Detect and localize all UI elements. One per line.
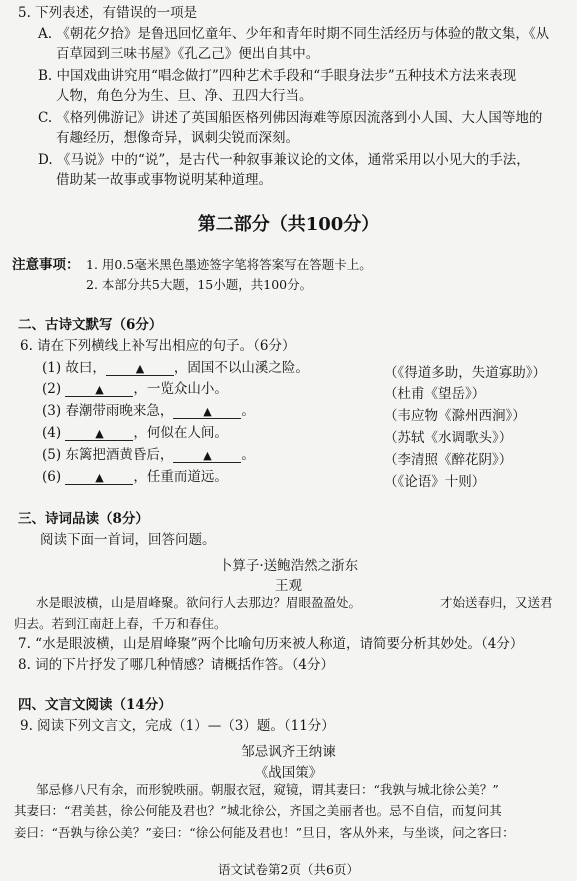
q6-item-6: (6) ▲ ，任重而道远。: [42, 469, 228, 485]
answer-blank[interactable]: ▲: [65, 428, 133, 441]
q6-item-2: (2) ▲ ，一览众山小。: [42, 381, 228, 397]
q6-source-6: （《论语》十则）: [384, 474, 486, 490]
q6-item-5: (5) 东篱把酒黄昏后， ▲ 。: [42, 447, 255, 463]
answer-blank[interactable]: ▲: [106, 363, 174, 376]
q5-option-d-line1: D. 《马说》中的“说”，是古代一种叙事兼议论的文体，通常采用以小见大的手法，: [38, 152, 530, 168]
sec2-heading: 二、古诗文默写（6分）: [18, 317, 163, 333]
text-paragraph-line-1: 邹忌修八尺有余，而形貌昳丽。朝服衣冠，窥镜，谓其妻曰：“我孰与城北徐公美？”: [36, 782, 499, 797]
text-paragraph-line-2: 其妻曰：“君美甚，徐公何能及君也？”城北徐公，齐国之美丽者也。忌不自信，而复问其: [14, 803, 502, 818]
sec3-intro: 阅读下面一首词，回答问题。: [40, 532, 216, 548]
notice-label: 注意事项：: [12, 257, 80, 273]
q5-option-d-line2: 借助某一故事或事物说明某种道理。: [56, 172, 272, 188]
sec4-heading: 四、文言文阅读（14分）: [18, 697, 172, 713]
q6-item-1: (1) 故曰， ▲ ，固国不以山溪之险。: [42, 360, 309, 376]
q9-stem: 9. 阅读下列文言文，完成（1）—（3）题。（11分）: [20, 718, 335, 734]
q5-option-c-line1: C. 《格列佛游记》讲述了英国船医格列佛因海难等原因流落到小人国、大人国等地的: [38, 110, 543, 126]
text-title: 邹忌讽齐王纳谏: [241, 744, 336, 760]
answer-blank[interactable]: ▲: [65, 384, 133, 397]
q6-item-3: (3) 春潮带雨晚来急， ▲ 。: [42, 403, 255, 419]
notice-1: 1. 用0.5毫米黑色墨迹签字笔将答案写在答题卡上。: [86, 257, 372, 272]
q6-source-3: （韦应物《滁州西涧》）: [384, 408, 526, 424]
answer-blank[interactable]: ▲: [173, 450, 241, 463]
q5-stem: 5. 下列表述，有错误的一项是: [18, 5, 198, 21]
q8: 8. 词的下片抒发了哪几种情感？请概括作答。（4分）: [18, 657, 335, 673]
part2-title: 第二部分（共100分）: [197, 214, 380, 235]
q5-option-c-line2: 有趣经历，想像奇异，讽刺尖锐而深刻。: [56, 130, 299, 146]
text-source: 《战国策》: [254, 765, 323, 781]
q6-item-4: (4) ▲ ，何似在人间。: [42, 425, 228, 441]
q5-option-b-line1: B. 中国戏曲讲究用“唱念做打”四种艺术手段和“手眼身法步”五种技术方法来表现: [38, 68, 517, 84]
poem-line-1b: 才始送春归，又送君: [440, 595, 553, 610]
q5-option-a-line1: A. 《朝花夕拾》是鲁迅回忆童年、少年和青年时期不同生活经历与体验的散文集，《从: [38, 26, 550, 42]
poem-author: 王观: [275, 578, 302, 594]
poem-title: 卜算子·送鲍浩然之浙东: [218, 558, 359, 574]
q6-stem: 6. 请在下列横线上补写出相应的句子。（6分）: [20, 338, 296, 354]
answer-blank[interactable]: ▲: [173, 406, 241, 419]
page-footer: 语文试卷第2页（共6页）: [218, 862, 359, 877]
answer-blank[interactable]: ▲: [65, 472, 133, 485]
sec3-heading: 三、诗词品读（8分）: [18, 511, 149, 527]
poem-line-2: 归去。若到江南赶上春，千万和春住。: [14, 616, 227, 631]
q5-option-a-line2: 百草园到三味书屋》《孔乙己》便出自其中。: [56, 46, 320, 62]
q6-source-4: （苏轼《水调歌头》）: [384, 430, 513, 446]
q6-source-5: （李清照《醉花阴》）: [384, 452, 513, 468]
text-paragraph-line-3: 妾曰：“吾孰与徐公美？”妾曰：“徐公何能及君也！”旦日，客从外来，与坐谈，问之客曰：: [14, 825, 515, 840]
notice-2: 2. 本部分共5大题，15小题，共100分。: [86, 277, 313, 292]
q6-source-1: （《得道多助，失道寡助》）: [384, 365, 546, 381]
q7: 7. “水是眼波横，山是眉峰聚”两个比喻句历来被人称道，请简要分析其妙处。（4分）: [18, 636, 524, 652]
q5-option-b-line2: 人物，角色分为生、旦、净、丑四大行当。: [56, 88, 313, 104]
q6-source-2: （杜甫《望岳》）: [384, 386, 486, 402]
poem-line-1: 水是眼波横，山是眉峰聚。欲问行人去那边？眉眼盈盈处。: [36, 595, 362, 610]
